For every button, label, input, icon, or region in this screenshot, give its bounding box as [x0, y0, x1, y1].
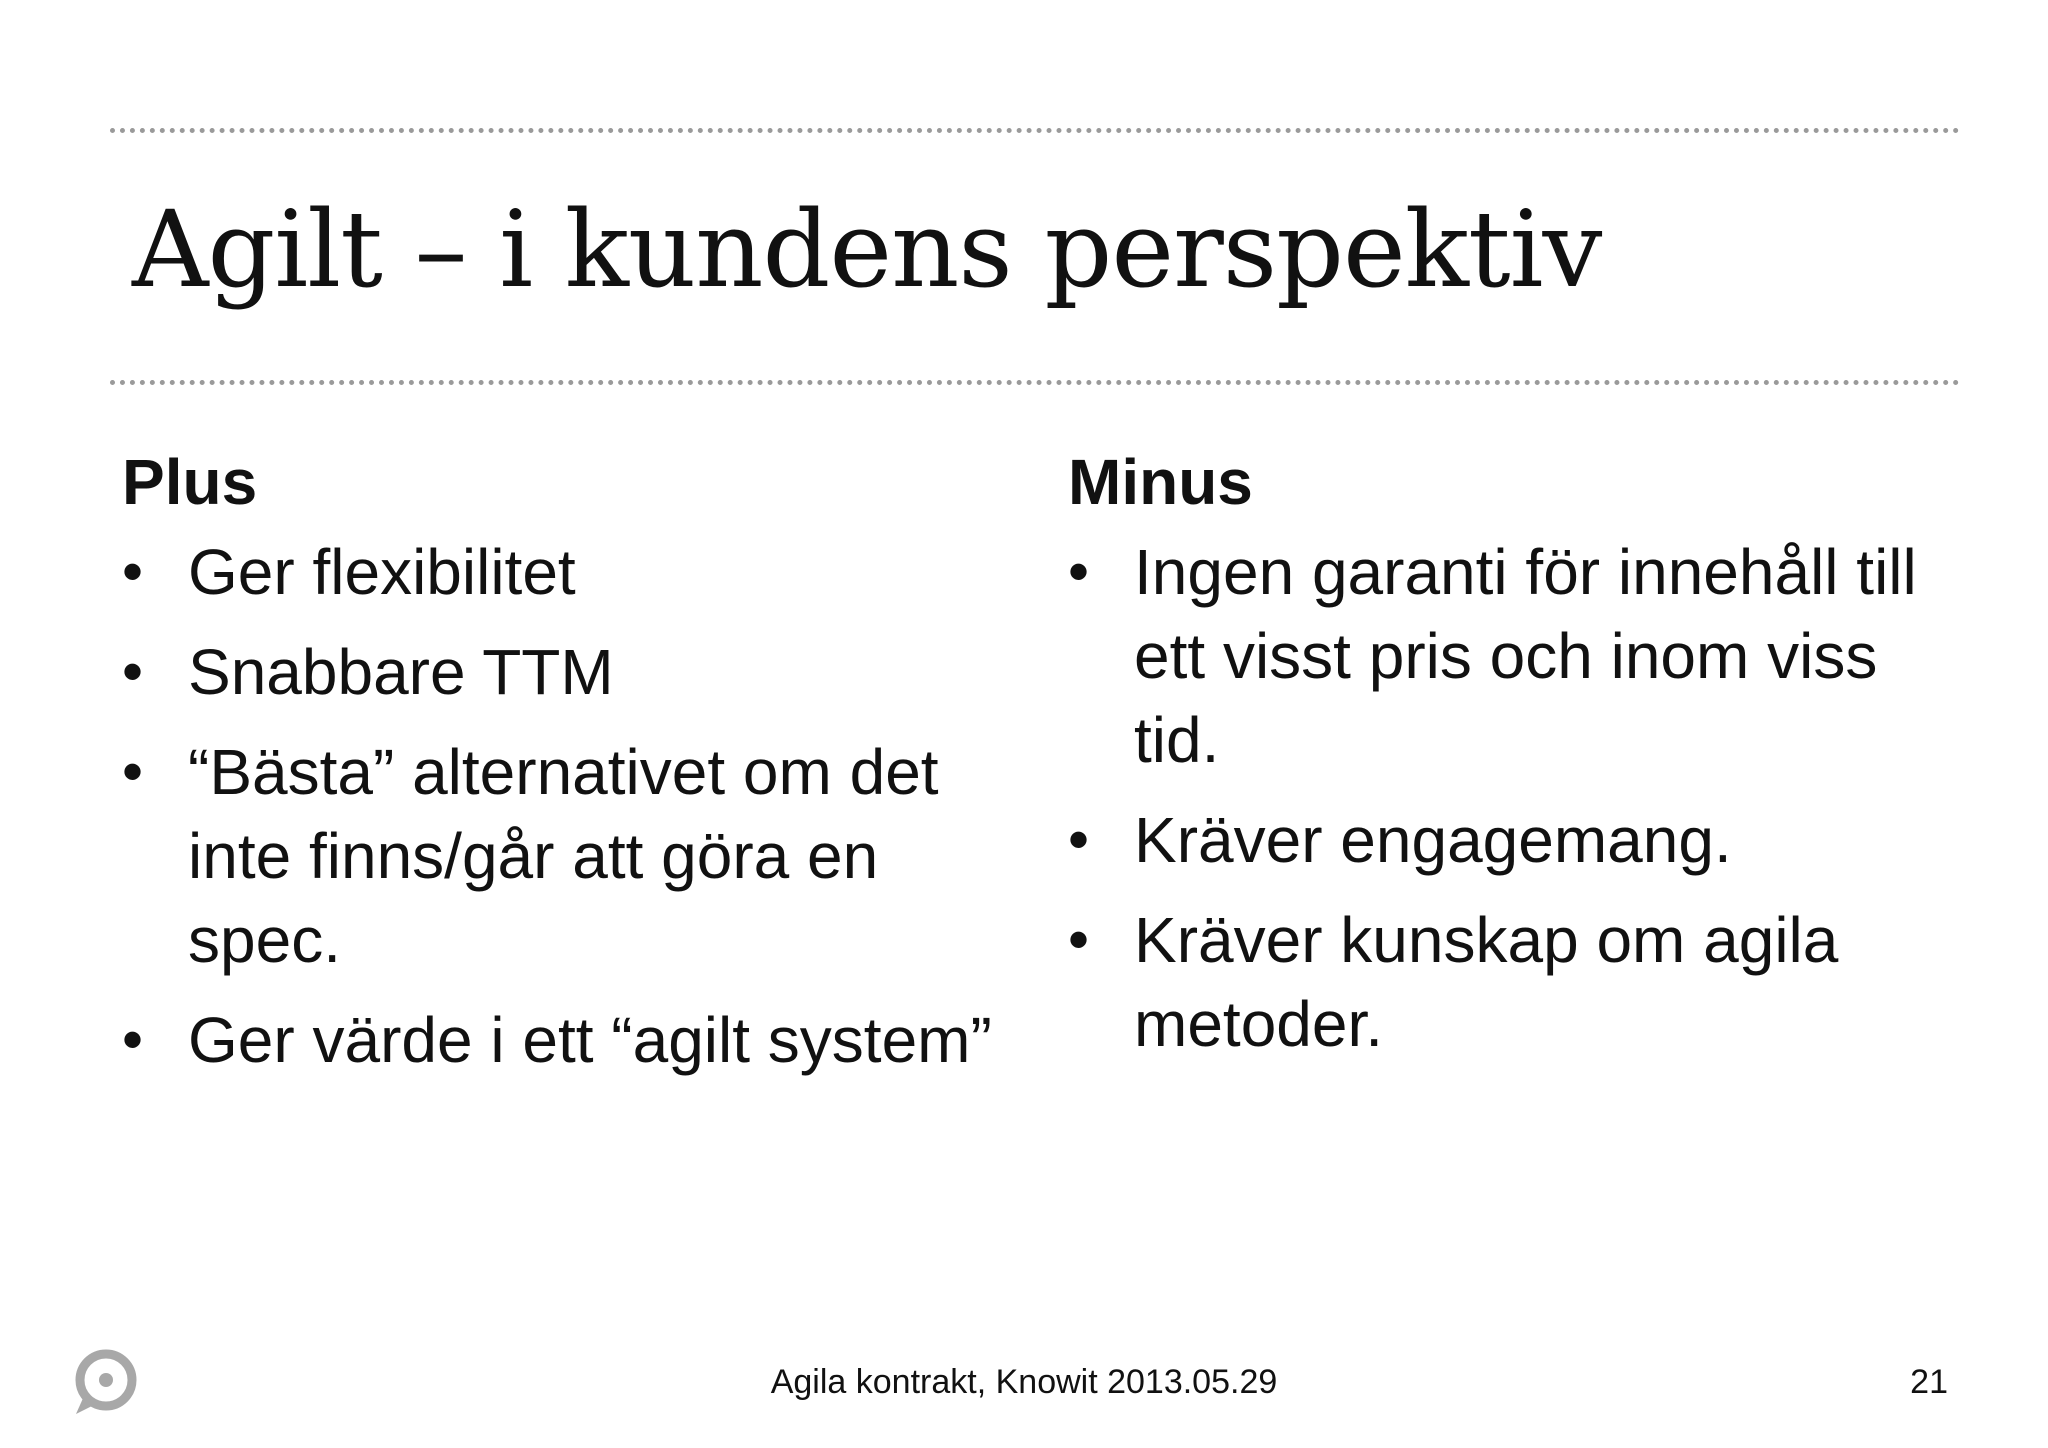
minus-item: [1068, 530, 1968, 782]
slide-title: Agilt – i kundens perspektiv: [132, 188, 1602, 311]
plus-item-text: “Bästa” alternativet om det inte finns/går att göra en spec.: [188, 736, 939, 976]
footer-text: Agila kontrakt, Knowit 2013.05.29: [770, 1363, 1278, 1401]
minus-heading: Minus: [1068, 446, 1253, 518]
minus-list: [1068, 530, 1968, 1066]
plus-item-text: Snabbare TTM: [188, 636, 614, 708]
minus-item: [1068, 898, 1968, 1066]
bullet-icon: •: [122, 638, 144, 705]
minus-item-text: Kräver kunskap om agila metoder.: [1134, 904, 1839, 1060]
plus-item: [122, 730, 1022, 982]
plus-column: [122, 438, 1022, 1098]
bullet-icon: •: [1068, 906, 1090, 973]
minus-item-text: Ingen garanti för innehåll till ett visst pris och inom viss tid.: [1134, 536, 1917, 776]
bullet-icon: •: [122, 538, 144, 605]
plus-heading: Plus: [122, 446, 258, 518]
top-dotted-divider: [110, 128, 1960, 133]
plus-item-text: Ger flexibilitet: [188, 536, 576, 608]
plus-list: [122, 530, 1022, 1082]
minus-item: [1068, 798, 1968, 882]
plus-item: [122, 998, 1022, 1082]
minus-column: [1068, 438, 1968, 1082]
bullet-icon: •: [122, 1006, 144, 1073]
title-dotted-divider: [110, 380, 1960, 385]
bullet-icon: •: [1068, 806, 1090, 873]
bullet-icon: •: [122, 738, 144, 805]
minus-item-text: Kräver engagemang.: [1134, 804, 1732, 876]
plus-item-text: Ger värde i ett “agilt system”: [188, 1004, 992, 1076]
page-number: 21: [1910, 1363, 1948, 1401]
plus-item: [122, 530, 1022, 614]
bullet-icon: •: [1068, 538, 1090, 605]
plus-item: [122, 630, 1022, 714]
